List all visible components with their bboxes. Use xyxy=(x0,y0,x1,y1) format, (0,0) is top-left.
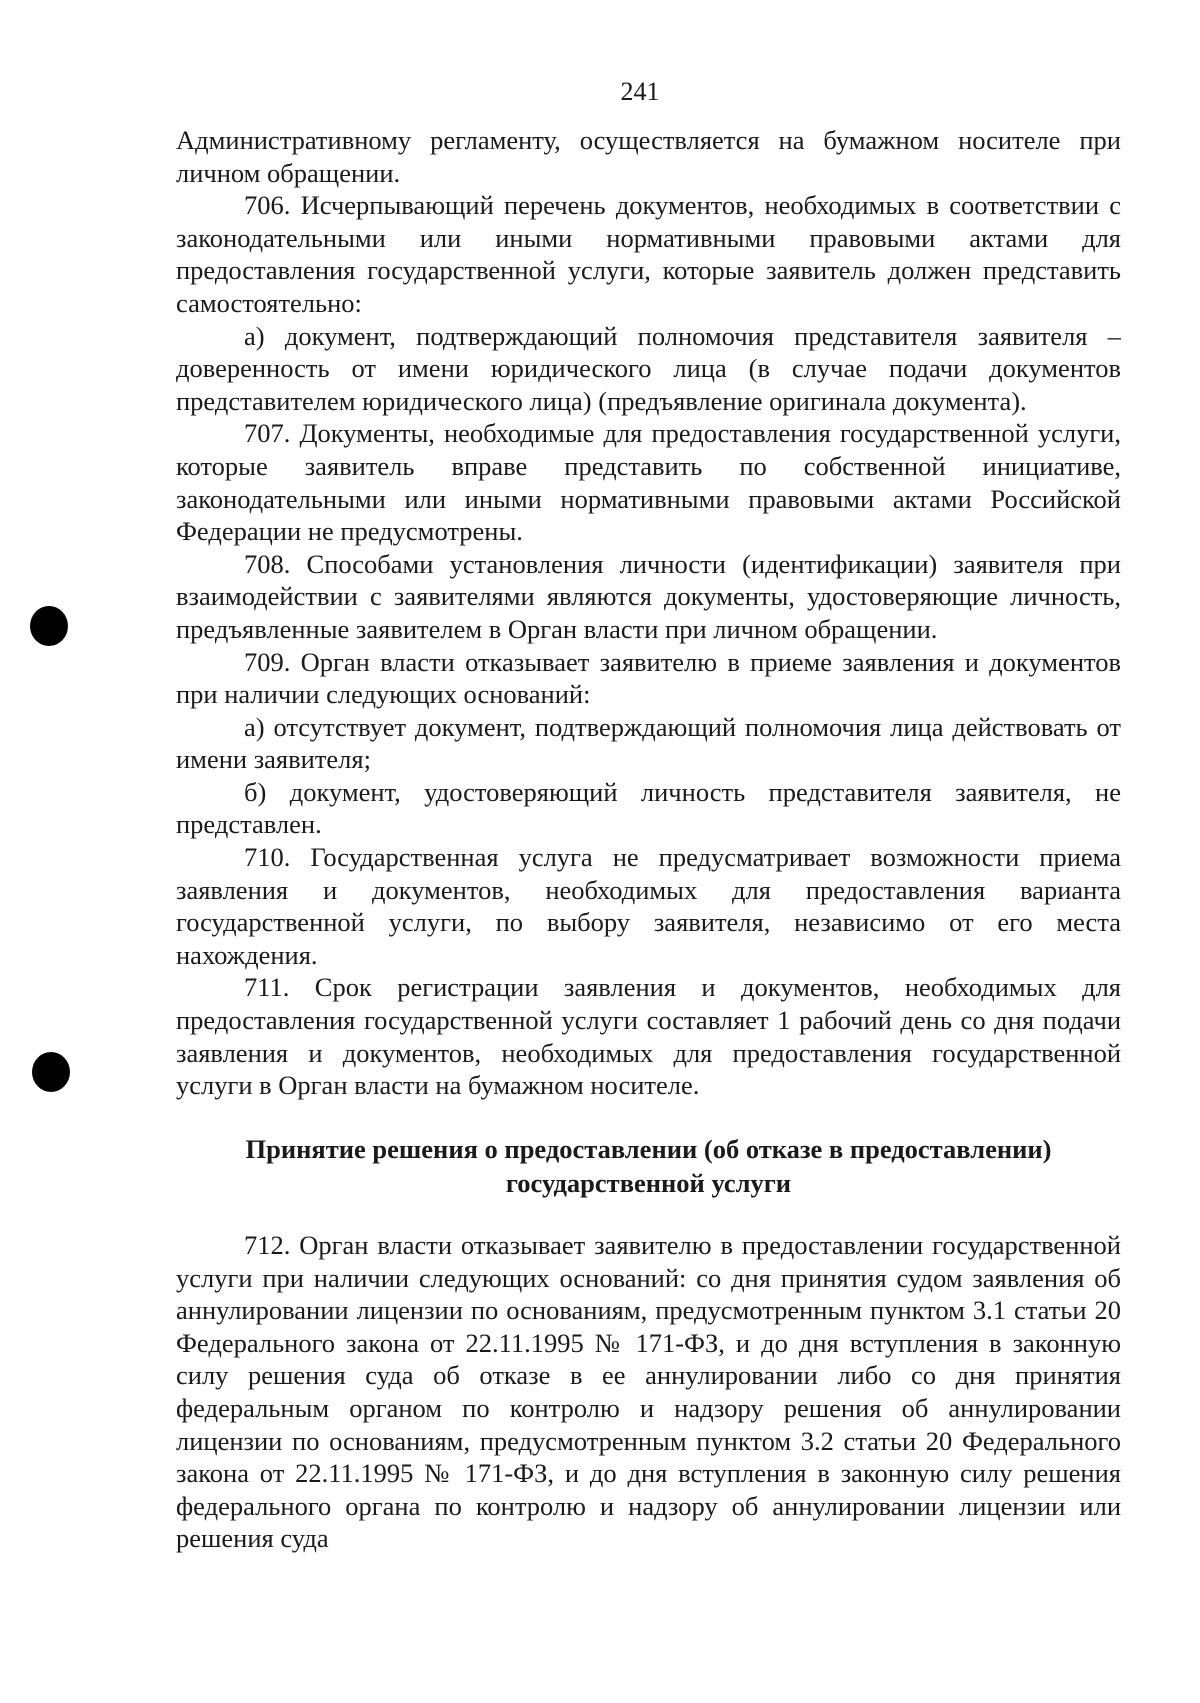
paragraph-706-a: а) документ, подтверждающий полномочия представителя заявителя – доверенность от имени юридического лица (в случае подачи документов представителем юридического лица) (предъявление оригинала документа). xyxy=(176,320,1121,416)
paragraph-707: 707. Документы, необходимые для предоставления государственной услуги, которые заявитель вправе представить по собственной инициативе, законодательными или иными нормативными правовыми актами Российской Федерации не предусмотрены. xyxy=(176,418,1121,547)
paragraph: Административному регламенту, осуществляется на бумажном носителе при личном обращении. xyxy=(176,125,1121,188)
section-heading-line-2: государственной услуги xyxy=(505,1168,792,1198)
paragraph-706: 706. Исчерпывающий перечень документов, необходимых в соответствии с законодательными или иными нормативными правовыми актами для предоставления государственной услуги, которые заявитель должен представить самостоятельно: xyxy=(176,190,1121,318)
paragraph-711: 711. Срок регистрации заявления и документов, необходимых для предоставления государственной услуги составляет 1 рабочий день со дня подачи заявления и документов, необходимых для предоставления государственной услуги в Орган власти на бумажном носителе. xyxy=(176,972,1121,1101)
paragraph-709-a: а) отсутствует документ, подтверждающий полномочия лица действовать от имени заявителя; xyxy=(176,711,1121,775)
paragraph-710: 710. Государственная услуга не предусматривает возможности приема заявления и документов, необходимых для предоставления варианта государственной услуги, по выбору заявителя, независимо от его места нахождения. xyxy=(176,842,1121,970)
body-text-bottom xyxy=(176,1229,1121,1555)
section-heading-line-1: Принятие решения о предоставлении (об отказе в предоставлении) xyxy=(245,1134,1052,1164)
paragraph-708: 708. Способами установления личности (идентификации) заявителя при взаимодействии с заявителями являются документы, удостоверяющие личность, предъявленные заявителем в Орган власти при личном обращении. xyxy=(176,548,1121,644)
punch-hole-mark xyxy=(30,606,68,646)
page-number: 241 xyxy=(620,77,660,106)
section-heading xyxy=(176,1132,1121,1200)
paragraph-712: 712. Орган власти отказывает заявителю в предоставлении государственной услуги при наличии следующих оснований: со дня принятия судом заявления об аннулировании лицензии по основаниям, предусмотренным пунктом 3.1 статьи 20 Федерального закона от 22.11.1995 № 171-ФЗ, и до дня вступления в законную силу решения суда об отказе в ее аннулировании либо со дня принятия федеральным органом по контролю и надзору решения об аннулировании лицензии по основаниям, предусмотренным пунктом 3.2 статьи 20 Федерального закона от 22.11.1995 № 171-ФЗ, и до дня вступления в законную силу решения федерального органа по контролю и надзору об аннулировании лицензии или решения суда xyxy=(176,1230,1121,1554)
body-text-top xyxy=(176,124,1121,1102)
paragraph-709-b: б) документ, удостоверяющий личность представителя заявителя, не представлен. xyxy=(176,776,1121,840)
paragraph-709: 709. Орган власти отказывает заявителю в приеме заявления и документов при наличии следующих оснований: xyxy=(176,646,1121,710)
punch-hole-mark xyxy=(32,1052,70,1092)
